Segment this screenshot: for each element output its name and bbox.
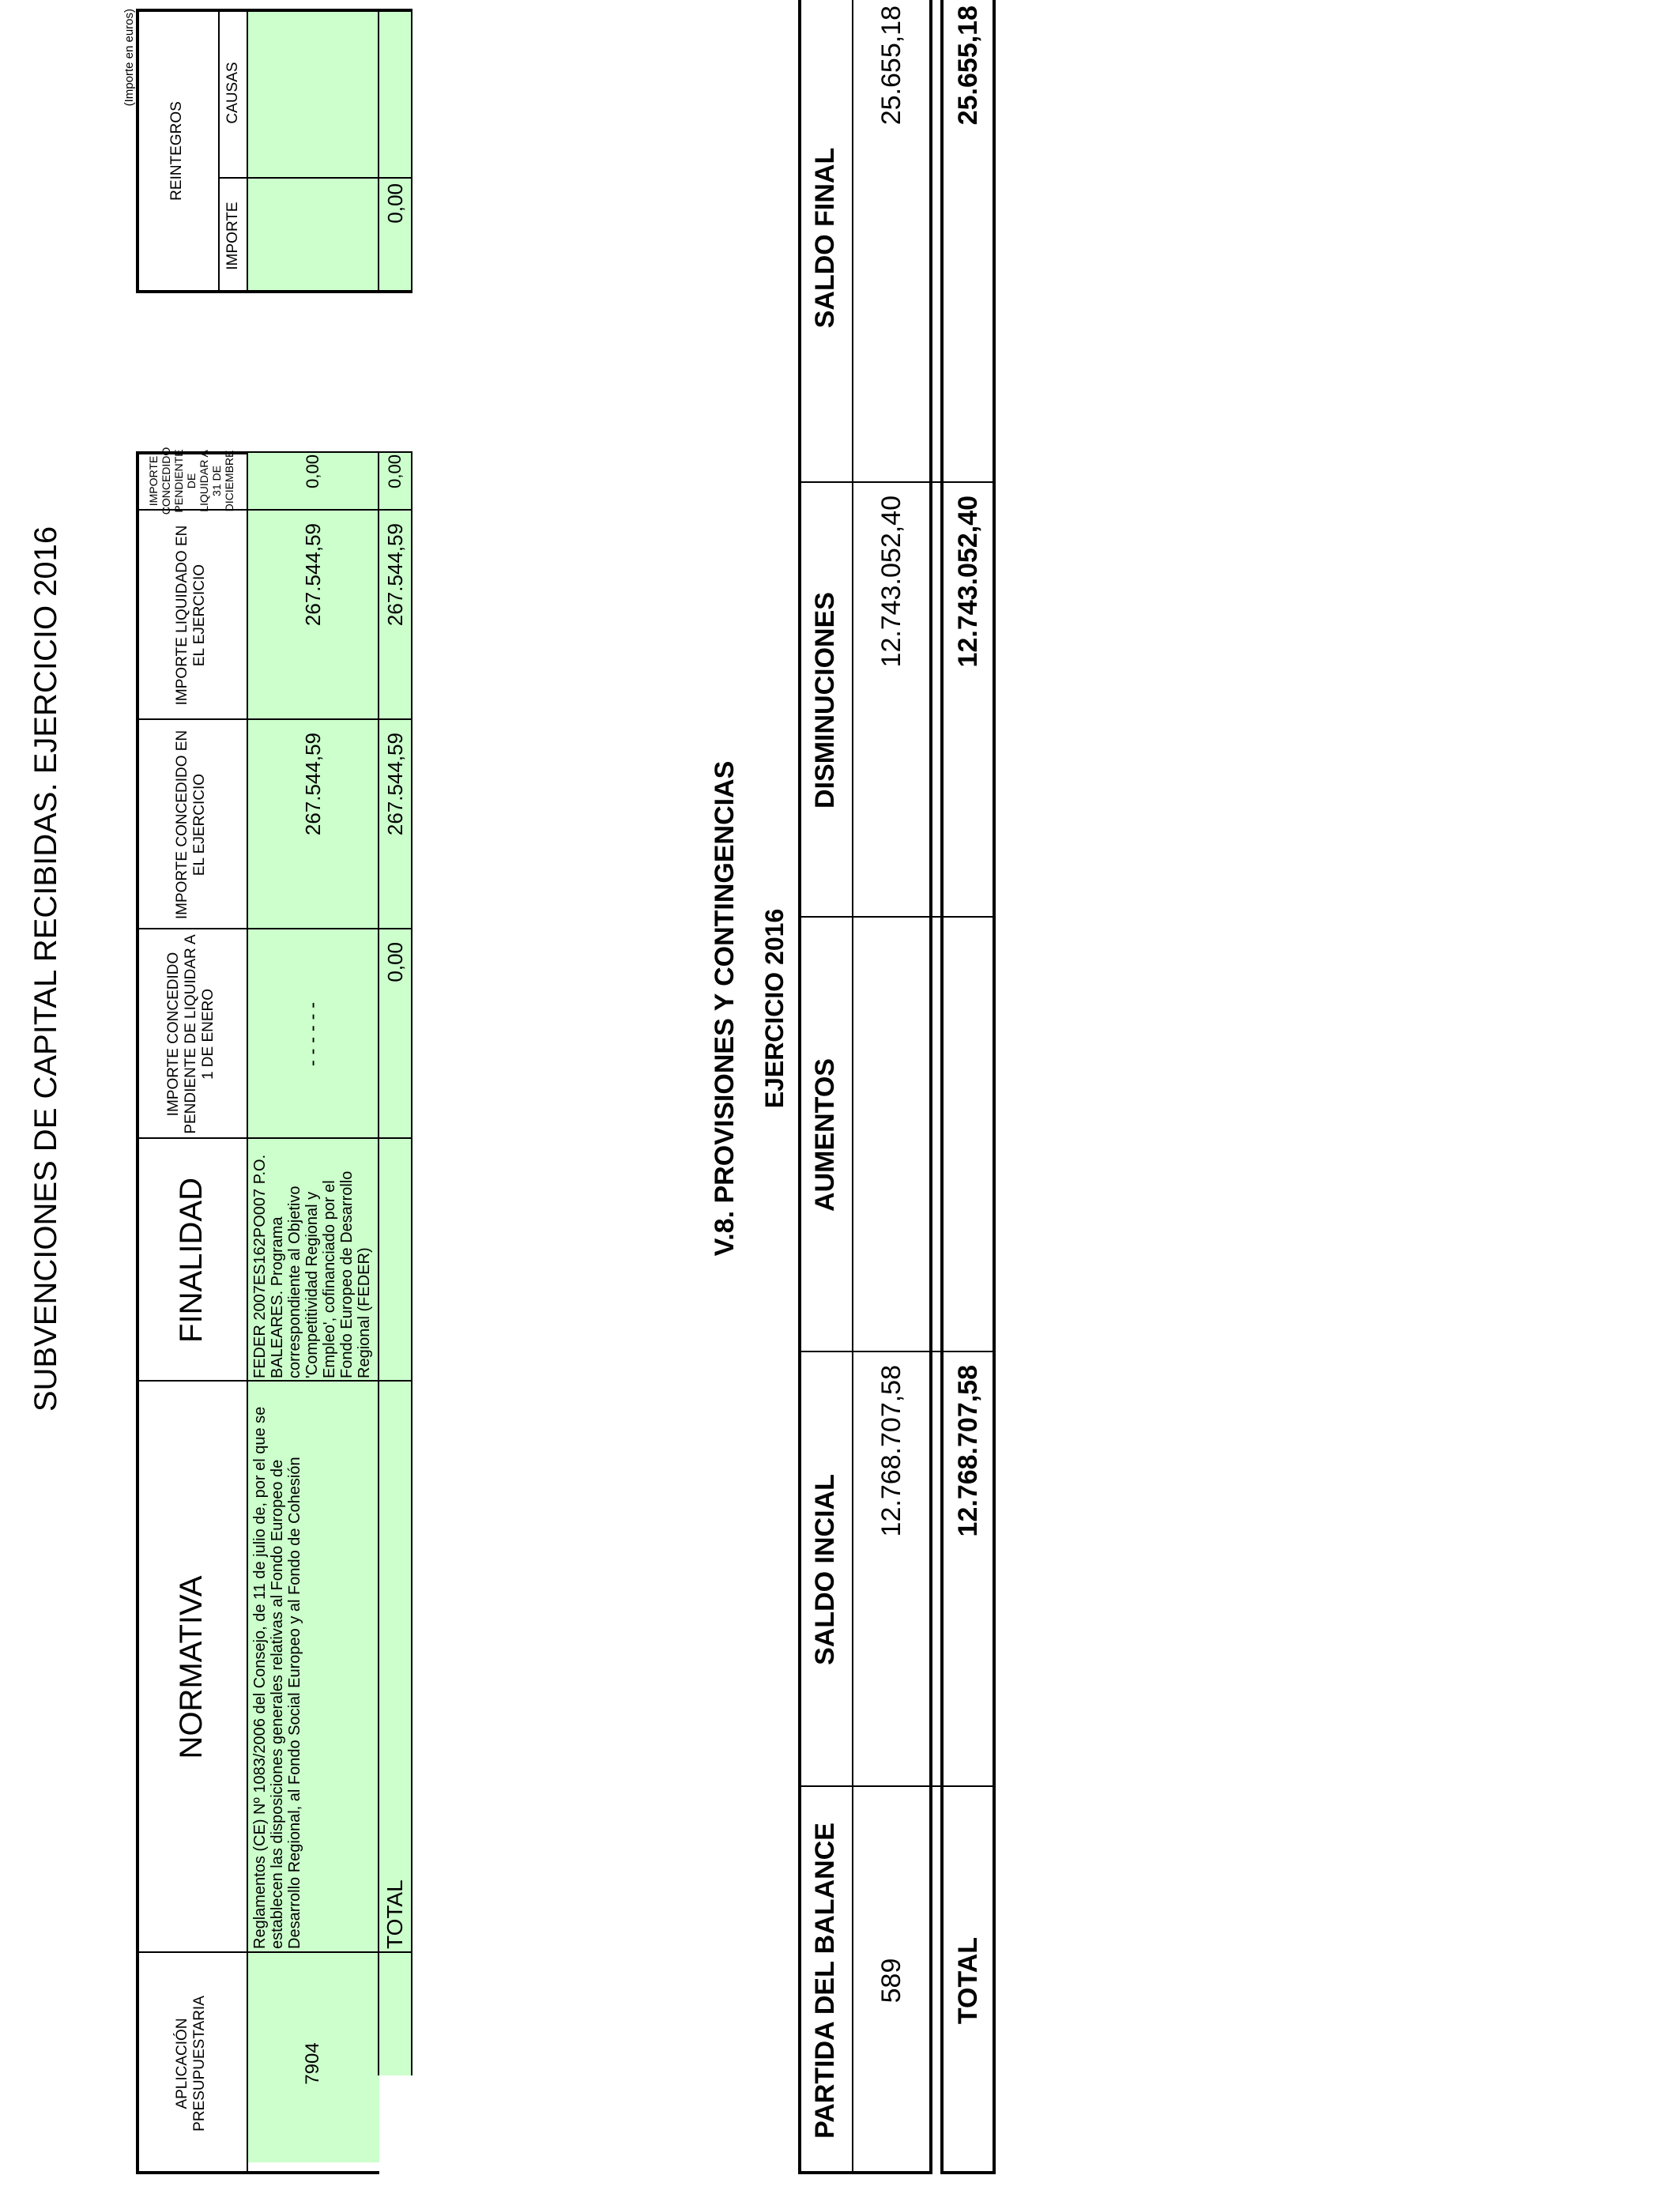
- header-reintegro-importe: IMPORTE: [224, 202, 241, 270]
- header-reintegro-causas: CAUSAS: [224, 62, 241, 124]
- row-pendiente-diciembre: 0,00: [303, 454, 322, 488]
- prov-header-partida: PARTIDA DEL BALANCE: [809, 1823, 840, 2139]
- header-normativa: NORMATIVA: [173, 1575, 209, 1759]
- provisiones-title: V.8. PROVISIONES Y CONTINGENCIAS: [709, 760, 740, 1257]
- prov-header-saldo-final: SALDO FINAL: [809, 147, 840, 329]
- prov-row-partida: 589: [876, 1958, 906, 2004]
- provisiones-subtitle: EJERCICIO 2016: [759, 908, 789, 1109]
- prov-total-aumentos: [940, 918, 996, 1352]
- total-reintegro-importe: 0,00: [382, 183, 407, 224]
- prov-total-label: TOTAL: [952, 1936, 983, 2025]
- row-concedido: 267.544,59: [300, 733, 325, 836]
- total-pendiente-enero: 0,00: [382, 942, 407, 982]
- header-concedido: IMPORTE CONCEDIDO EN EL EJERCICIO: [174, 729, 208, 920]
- row-liquidado: 267.544,59: [300, 523, 325, 627]
- subvenciones-title: SUBVENCIONES DE CAPITAL RECIBIDAS. EJERCICIO 2016: [28, 526, 63, 1412]
- row-normativa: Reglamentos (CE) Nº 1083/2006 del Consejo, de 11 de julio de, por el que se establecen las disposiciones generales relativas al Fondo Europeo de Desarrollo Regional, al Fondo Social Europeo y al Fondo de Cohesión: [251, 1406, 303, 1949]
- prov-row-aumentos: [853, 918, 929, 1352]
- header-aplicacion: APLICACIÓN PRESUPUESTARIA: [174, 1996, 208, 2132]
- header-reintegros: REINTEGROS: [168, 101, 185, 201]
- row-finalidad: FEDER 2007ES162PO007 P.O. BALEARES. Programa correspondiente al Objetivo 'Competitividad Regional y Empleo', cofinanciado por el Fondo Europeo de Desarrollo Regional (FEDER): [251, 1154, 373, 1378]
- header-finalidad: FINALIDAD: [173, 1178, 209, 1343]
- row-pendiente-enero: - - - - - -: [302, 1001, 323, 1067]
- total-concedido: 267.544,59: [382, 733, 407, 836]
- header-pendiente-diciembre: IMPORTE CONCEDIDO PENDIENTE DE LIQUIDAR A 31 DE DICIEMBRE: [147, 447, 235, 515]
- row-aplicacion: 7904: [302, 2042, 323, 2085]
- prov-header-saldo-inicial: SALDO INCIAL: [809, 1474, 840, 1665]
- total-pendiente-diciembre: 0,00: [385, 454, 405, 488]
- total-label: TOTAL: [382, 1879, 407, 1949]
- prov-row-disminuciones: 12.743.052,40: [876, 496, 906, 668]
- prov-header-aumentos: AUMENTOS: [809, 1058, 840, 1212]
- prov-row-saldo-inicial: 12.768.707,58: [876, 1365, 906, 1537]
- prov-row-saldo-final: 25.655,18: [876, 6, 906, 126]
- prov-total-saldo-inicial: 12.768.707,58: [952, 1365, 983, 1537]
- header-pendiente-enero: IMPORTE CONCEDIDO PENDIENTE DE LIQUIDAR A 1 DE ENERO: [165, 934, 217, 1134]
- importe-note: (Importe en euros): [122, 9, 136, 107]
- total-liquidado: 267.544,59: [382, 523, 407, 627]
- prov-total-saldo-final: 25.655,18: [952, 6, 983, 126]
- prov-header-disminuciones: DISMINUCIONES: [809, 592, 840, 809]
- header-liquidado: IMPORTE LIQUIDADO EN EL EJERCICIO: [174, 525, 208, 706]
- prov-total-disminuciones: 12.743.052,40: [952, 496, 983, 668]
